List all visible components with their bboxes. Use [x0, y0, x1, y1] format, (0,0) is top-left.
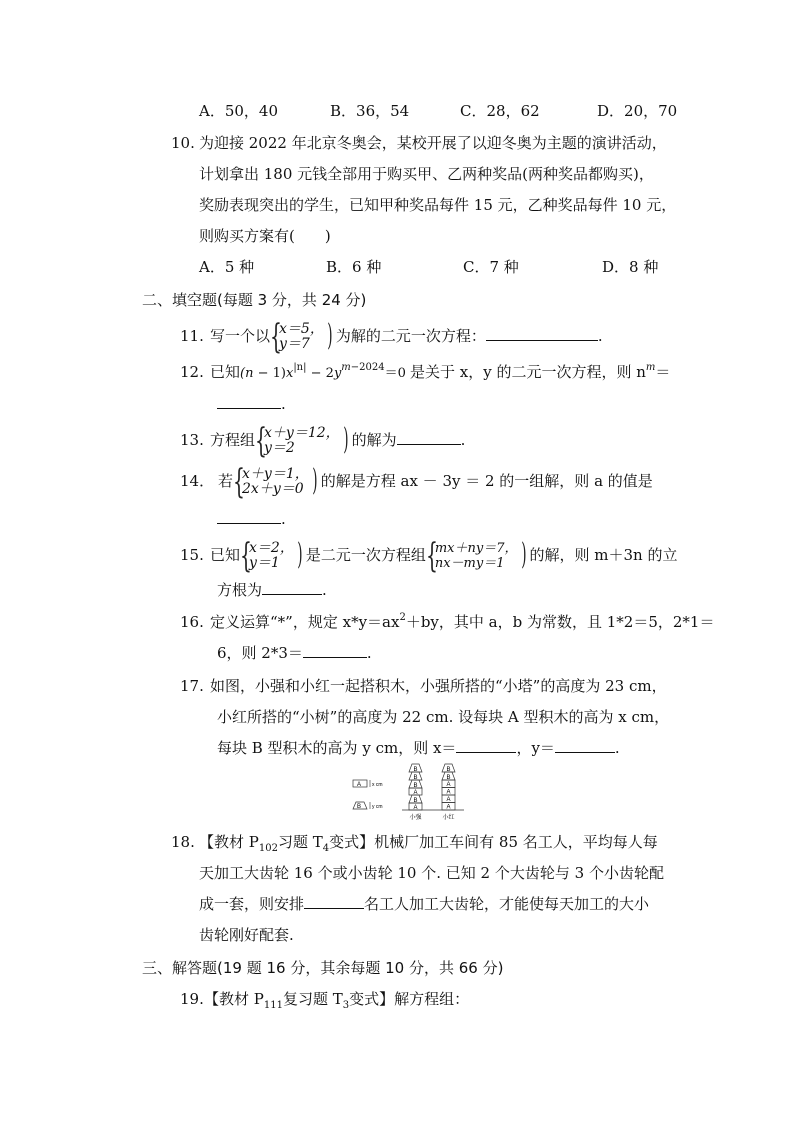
- q17-line-3: 每块 B 型积木的高为 y cm，则 x＝ ，y＝ .: [217, 739, 620, 757]
- blocks-figure: [348, 762, 478, 822]
- q15-sys1-eq2: y＝1: [249, 555, 280, 571]
- section-solve-heading: 三、解答题(19 题 16 分，其余每题 10 分，共 66 分): [142, 959, 504, 977]
- q10-option-d: D．8 种: [602, 258, 659, 276]
- q19-text-a: 【教材 P: [204, 990, 264, 1008]
- q15-system-1: { x＝2， y＝1 ): [240, 536, 303, 576]
- q16-line-2-text: 6，则 2*3＝: [217, 644, 303, 662]
- q11-text: 写一个以 { x＝5， y＝7 ) 为解的二元一次方程： .: [210, 317, 603, 357]
- q14-answer-blank[interactable]: [217, 509, 281, 524]
- q19-t-sub: 3: [342, 1000, 350, 1011]
- q14-number: 14．: [180, 472, 215, 490]
- tower-right-name: 小红: [442, 815, 455, 821]
- q12-post: ＝: [655, 363, 671, 381]
- q16-line-1: 定义运算“*”，规定 $x*y=ax^2+by$，其中 a，b 为常数，且 1*2＝5，2*1＝: [210, 612, 715, 631]
- q15-answer-blank[interactable]: [262, 580, 322, 595]
- q14-pre: 若: [218, 472, 234, 490]
- q9-option-b: B．36，54: [330, 102, 410, 120]
- q15-sys1-eq1: x＝2，: [249, 540, 294, 556]
- tower-left-b2: B: [413, 775, 418, 781]
- tower-left-b4: B: [413, 798, 418, 804]
- tower-right-a1: A: [446, 782, 451, 788]
- tower-left-b3: B: [413, 783, 418, 789]
- q13-text: 方程组 { x＋y＝12， y＝2 ) 的解为 .: [210, 421, 466, 461]
- q15-system-2: { mx＋ny＝7， nx－my＝1 ): [425, 536, 527, 576]
- q13-eq1: x＋y＝12，: [264, 425, 340, 441]
- q18-line-3b: 名工人加工大齿轮，才能使每天加工的大小: [364, 895, 650, 913]
- q12-answer-blank[interactable]: [217, 394, 281, 409]
- q16-line-1b: ＋by，其中 a，b 为常数，且 1*2＝5，2*1＝: [405, 613, 715, 631]
- tower-left-b1: B: [413, 767, 418, 773]
- q14-answer-line: .: [217, 509, 286, 529]
- q12-text: 已知$(n - 1)x^{|n|} - 2y^{m-2024}=0$ 是关于 x，y 的二元一次方程，则 $n^m=$: [210, 362, 671, 381]
- q18-line-3: [199, 894, 649, 914]
- tower-right-b1: B: [446, 767, 451, 773]
- q9-option-c: C．28，62: [460, 102, 540, 120]
- q11-system: { x＝5， y＝7 ): [270, 317, 333, 357]
- q15-line-2: 方根为 .: [217, 581, 327, 599]
- legend-b-height: y cm: [372, 804, 383, 810]
- q13-post: 的解为: [351, 431, 397, 449]
- q13-number: 13.: [180, 431, 204, 449]
- q9-option-d: D．20，70: [597, 102, 678, 120]
- q14-text: [218, 462, 653, 502]
- q18-t-sub: 4: [322, 843, 330, 854]
- tower-left-a1: A: [413, 790, 418, 796]
- q10-number: 10.: [171, 134, 195, 152]
- tower-right-a4: A: [446, 804, 451, 811]
- legend-a-letter: A: [357, 782, 362, 788]
- q11-eq2: y＝7: [279, 336, 310, 352]
- section-fill-in-heading: 二、填空题(每题 3 分，共 24 分): [142, 291, 367, 309]
- q17-x-blank[interactable]: [456, 738, 516, 753]
- q10-line-2: 计划拿出 180 元钱全部用于购买甲、乙两种奖品(两种奖品都购买)，: [199, 165, 654, 183]
- q17-number: 17.: [180, 677, 204, 695]
- legend-b-letter: B: [357, 804, 362, 810]
- q9-option-a: A．50，40: [199, 102, 279, 120]
- q17-line-3b: ，y＝: [516, 739, 555, 757]
- q13-eq2: y＝2: [264, 440, 295, 456]
- q19-page-sub: 111: [263, 1000, 283, 1011]
- q17-y-blank[interactable]: [555, 738, 615, 753]
- q18-page-sub: 102: [258, 843, 278, 854]
- q18-line-1a: 【教材 P: [199, 833, 259, 851]
- q16-answer-blank[interactable]: [303, 643, 367, 658]
- q10-option-a: A．5 种: [199, 258, 255, 276]
- q19-text-c: 变式】解方程组：: [349, 990, 470, 1008]
- q10-option-c: C．7 种: [463, 258, 519, 276]
- q15-line-2-text: 方根为: [217, 581, 263, 599]
- q10-line-3: 奖励表现突出的学生，已知甲种奖品每件 15 元，乙种奖品每件 10 元，: [199, 196, 677, 214]
- q10-line-1: 为迎接 2022 年北京冬奥会，某校开展了以迎冬奥为主题的演讲活动，: [199, 134, 667, 152]
- q12-pre: 已知: [210, 363, 241, 381]
- tower-left-name: 小强: [409, 815, 422, 821]
- q13-pre: 方程组: [210, 431, 256, 449]
- q11-number: 11.: [180, 327, 204, 345]
- q11-pre: 写一个以: [210, 327, 271, 345]
- q18-line-1: [199, 832, 658, 852]
- q13-system: { x＋y＝12， y＝2 ): [255, 421, 349, 461]
- q16-line-1a: 定义运算“*”，规定 x*y＝ax: [210, 613, 400, 631]
- q19-number: 19.: [180, 990, 204, 1008]
- q15-sys2-eq2: nx－my＝1: [434, 556, 505, 571]
- q17-line-1: 如图，小强和小红一起搭积木，小强所搭的“小塔”的高度为 23 cm，: [210, 677, 667, 695]
- q13-answer-blank[interactable]: [397, 430, 461, 445]
- q19-text-b: 复习题 T: [282, 990, 343, 1008]
- q14-system: { x＋y＝1， 2x＋y＝0 ): [233, 462, 318, 502]
- q15-number: 15.: [180, 546, 204, 564]
- q15-text: [210, 536, 678, 576]
- q12-number: 12.: [180, 363, 204, 381]
- q16-line-2: 6，则 2*3＝ .: [217, 644, 372, 662]
- q10-line-4: 则购买方案有( ): [199, 227, 331, 245]
- q15-post: 的解，则 m＋3n 的立: [529, 546, 678, 564]
- q18-line-3a: 成一套，则安排: [199, 895, 305, 913]
- q18-line-2: 天加工大齿轮 16 个或小齿轮 10 个. 已知 2 个大齿轮与 3 个小齿轮配: [199, 864, 664, 882]
- q12-mid: 是关于 x，y 的二元一次方程，则 n: [410, 363, 646, 381]
- q18-line-4: 齿轮刚好配套.: [199, 926, 294, 944]
- q10-option-b: B．6 种: [326, 258, 382, 276]
- q14-eq1: x＋y＝1，: [242, 466, 309, 482]
- q15-pre: 已知: [210, 546, 241, 564]
- legend-a-height: x cm: [372, 782, 383, 788]
- tower-left-a2: A: [413, 805, 418, 811]
- q15-sys2-eq1: mx＋ny＝7，: [434, 541, 518, 556]
- q18-line-1c: 变式】机械厂加工车间有 85 名工人，平均每人每: [329, 833, 658, 851]
- q14-post: 的解是方程 ax － 3y ＝ 2 的一组解，则 a 的值是: [320, 472, 653, 490]
- q11-post: 为解的二元一次方程：: [335, 327, 486, 345]
- q15-mid: 是二元一次方程组: [305, 546, 426, 564]
- q19-text: [204, 989, 469, 1009]
- tower-right-b2: B: [446, 775, 451, 781]
- q18-answer-blank[interactable]: [304, 894, 364, 909]
- q11-eq1: x＝5，: [279, 321, 324, 337]
- q16-number: 16.: [180, 613, 204, 631]
- q11-answer-blank[interactable]: [486, 326, 598, 341]
- tower-right-a2: A: [446, 789, 451, 796]
- q18-number: 18.: [171, 833, 195, 851]
- q17-line-3a: 每块 B 型积木的高为 y cm，则 x＝: [217, 739, 457, 757]
- q18-line-1b: 习题 T: [277, 833, 323, 851]
- q17-line-2: 小红所搭的“小树”的高度为 22 cm. 设每块 A 型积木的高为 x cm，: [217, 708, 670, 726]
- q12-answer-line: .: [217, 394, 286, 414]
- q14-eq2: 2x＋y＝0: [242, 481, 304, 497]
- tower-right-a3: A: [446, 797, 451, 803]
